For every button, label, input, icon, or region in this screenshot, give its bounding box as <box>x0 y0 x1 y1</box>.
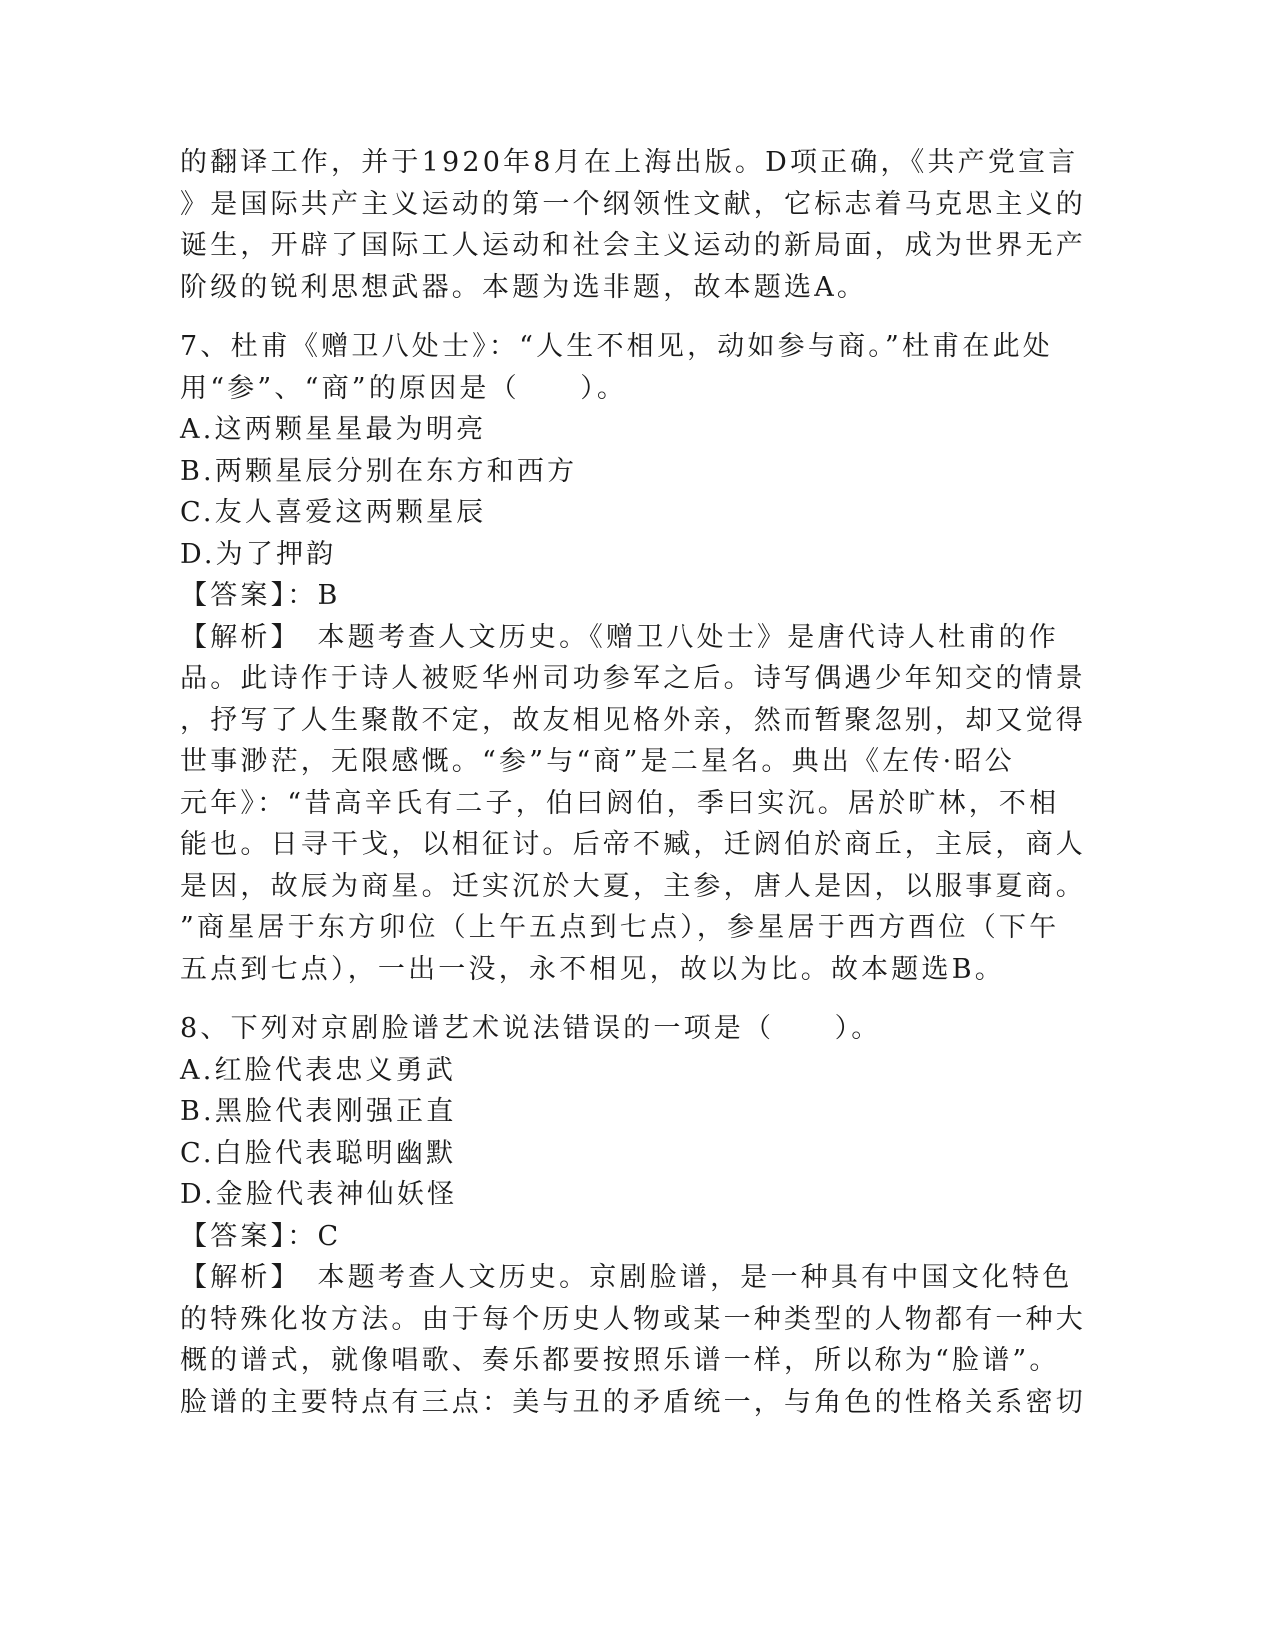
option-b: B.黑脸代表刚强正直 <box>180 1096 457 1127</box>
text-line: ，抒写了人生聚散不定，故友相见格外亲，然而暂聚忽别，却又觉得 <box>180 704 1086 736</box>
text-line: 脸谱的主要特点有三点：美与丑的矛盾统一，与角色的性格关系密切 <box>180 1386 1086 1418</box>
text-line: 【解析】 本题考查人文历史。《赠卫八处士》是唐代诗人杜甫的作 <box>180 621 1059 653</box>
analysis-paragraph <box>180 1257 1086 1423</box>
text-line: 阶级的锐利思想武器。本题为选非题，故本题选A。 <box>180 271 868 303</box>
text-line: 【解析】 本题考查人文历史。京剧脸谱，是一种具有中国文化特色 <box>180 1262 1073 1293</box>
option-b: B.两颗星辰分别在东方和西方 <box>180 455 578 487</box>
text-line: 的翻译工作，并于1920年8月在上海出版。D项正确，《共产党宣言 <box>180 147 1079 178</box>
text-line: 元年》：“昔高辛氏有二子，伯曰阏伯，季曰实沉。居於旷林，不相 <box>180 787 1060 819</box>
option-list <box>180 409 1060 575</box>
text-line: 能也。日寻干戈，以相征讨。后帝不臧，迁阏伯於商丘，主辰，商人 <box>180 829 1086 860</box>
text-line: 概的谱式，就像唱歌、奏乐都要按照乐谱一样，所以称为“脸谱”。 <box>180 1345 1060 1376</box>
text-line: 五点到七点），一出一没，永不相见，故以为比。故本题选B。 <box>180 953 1005 985</box>
paragraph-gap <box>180 308 1060 326</box>
option-list <box>180 1050 1060 1216</box>
text-line: 世事渺茫，无限感慨。“参”与“商”是二星名。典出《左传·昭公 <box>180 746 1015 777</box>
option-c: C.友人喜爱这两颗星辰 <box>180 497 487 528</box>
text-line: 7、杜甫《赠卫八处士》：“人生不相见，动如参与商。”杜甫在此处 <box>180 331 1053 362</box>
text-line: 》是国际共产主义运动的第一个纲领性文献，它标志着马克思主义的 <box>180 188 1086 220</box>
analysis-paragraph <box>180 617 1086 991</box>
question-stem <box>180 1008 1060 1050</box>
question-stem <box>180 326 1060 409</box>
text-line: 8、下列对京剧脸谱艺术说法错误的一项是（ ）。 <box>180 1013 882 1044</box>
text-line: 用“参”、“商”的原因是（ ）。 <box>180 372 628 404</box>
intro-paragraph <box>180 142 1086 308</box>
answer-line: 【答案】：B <box>180 580 341 611</box>
option-d: D.金脸代表神仙妖怪 <box>180 1179 458 1210</box>
option-c: C.白脸代表聪明幽默 <box>180 1137 457 1169</box>
text-line: ”商星居于东方卯位（上午五点到七点），参星居于西方酉位（下午 <box>180 912 1060 943</box>
option-d: D.为了押韵 <box>180 538 337 570</box>
text-line: 品。此诗作于诗人被贬华州司功参军之后。诗写偶遇少年知交的情景 <box>180 663 1086 694</box>
text-line: 是因，故辰为商星。迁实沉於大夏，主参，唐人是因，以服事夏商。 <box>180 870 1086 902</box>
answer-line: 【答案】：C <box>180 1220 342 1252</box>
text-line: 的特殊化妆方法。由于每个历史人物或某一种类型的人物都有一种大 <box>180 1303 1086 1335</box>
question-8 <box>180 1008 1086 1423</box>
document-page <box>180 142 1086 1423</box>
paragraph-gap <box>180 990 1060 1008</box>
text-line: 诞生，开辟了国际工人运动和社会主义运动的新局面，成为世界无产 <box>180 230 1086 261</box>
option-a: A.红脸代表忠义勇武 <box>180 1054 457 1086</box>
option-a: A.这两颗星星最为明亮 <box>180 414 487 445</box>
question-7 <box>180 326 1086 990</box>
